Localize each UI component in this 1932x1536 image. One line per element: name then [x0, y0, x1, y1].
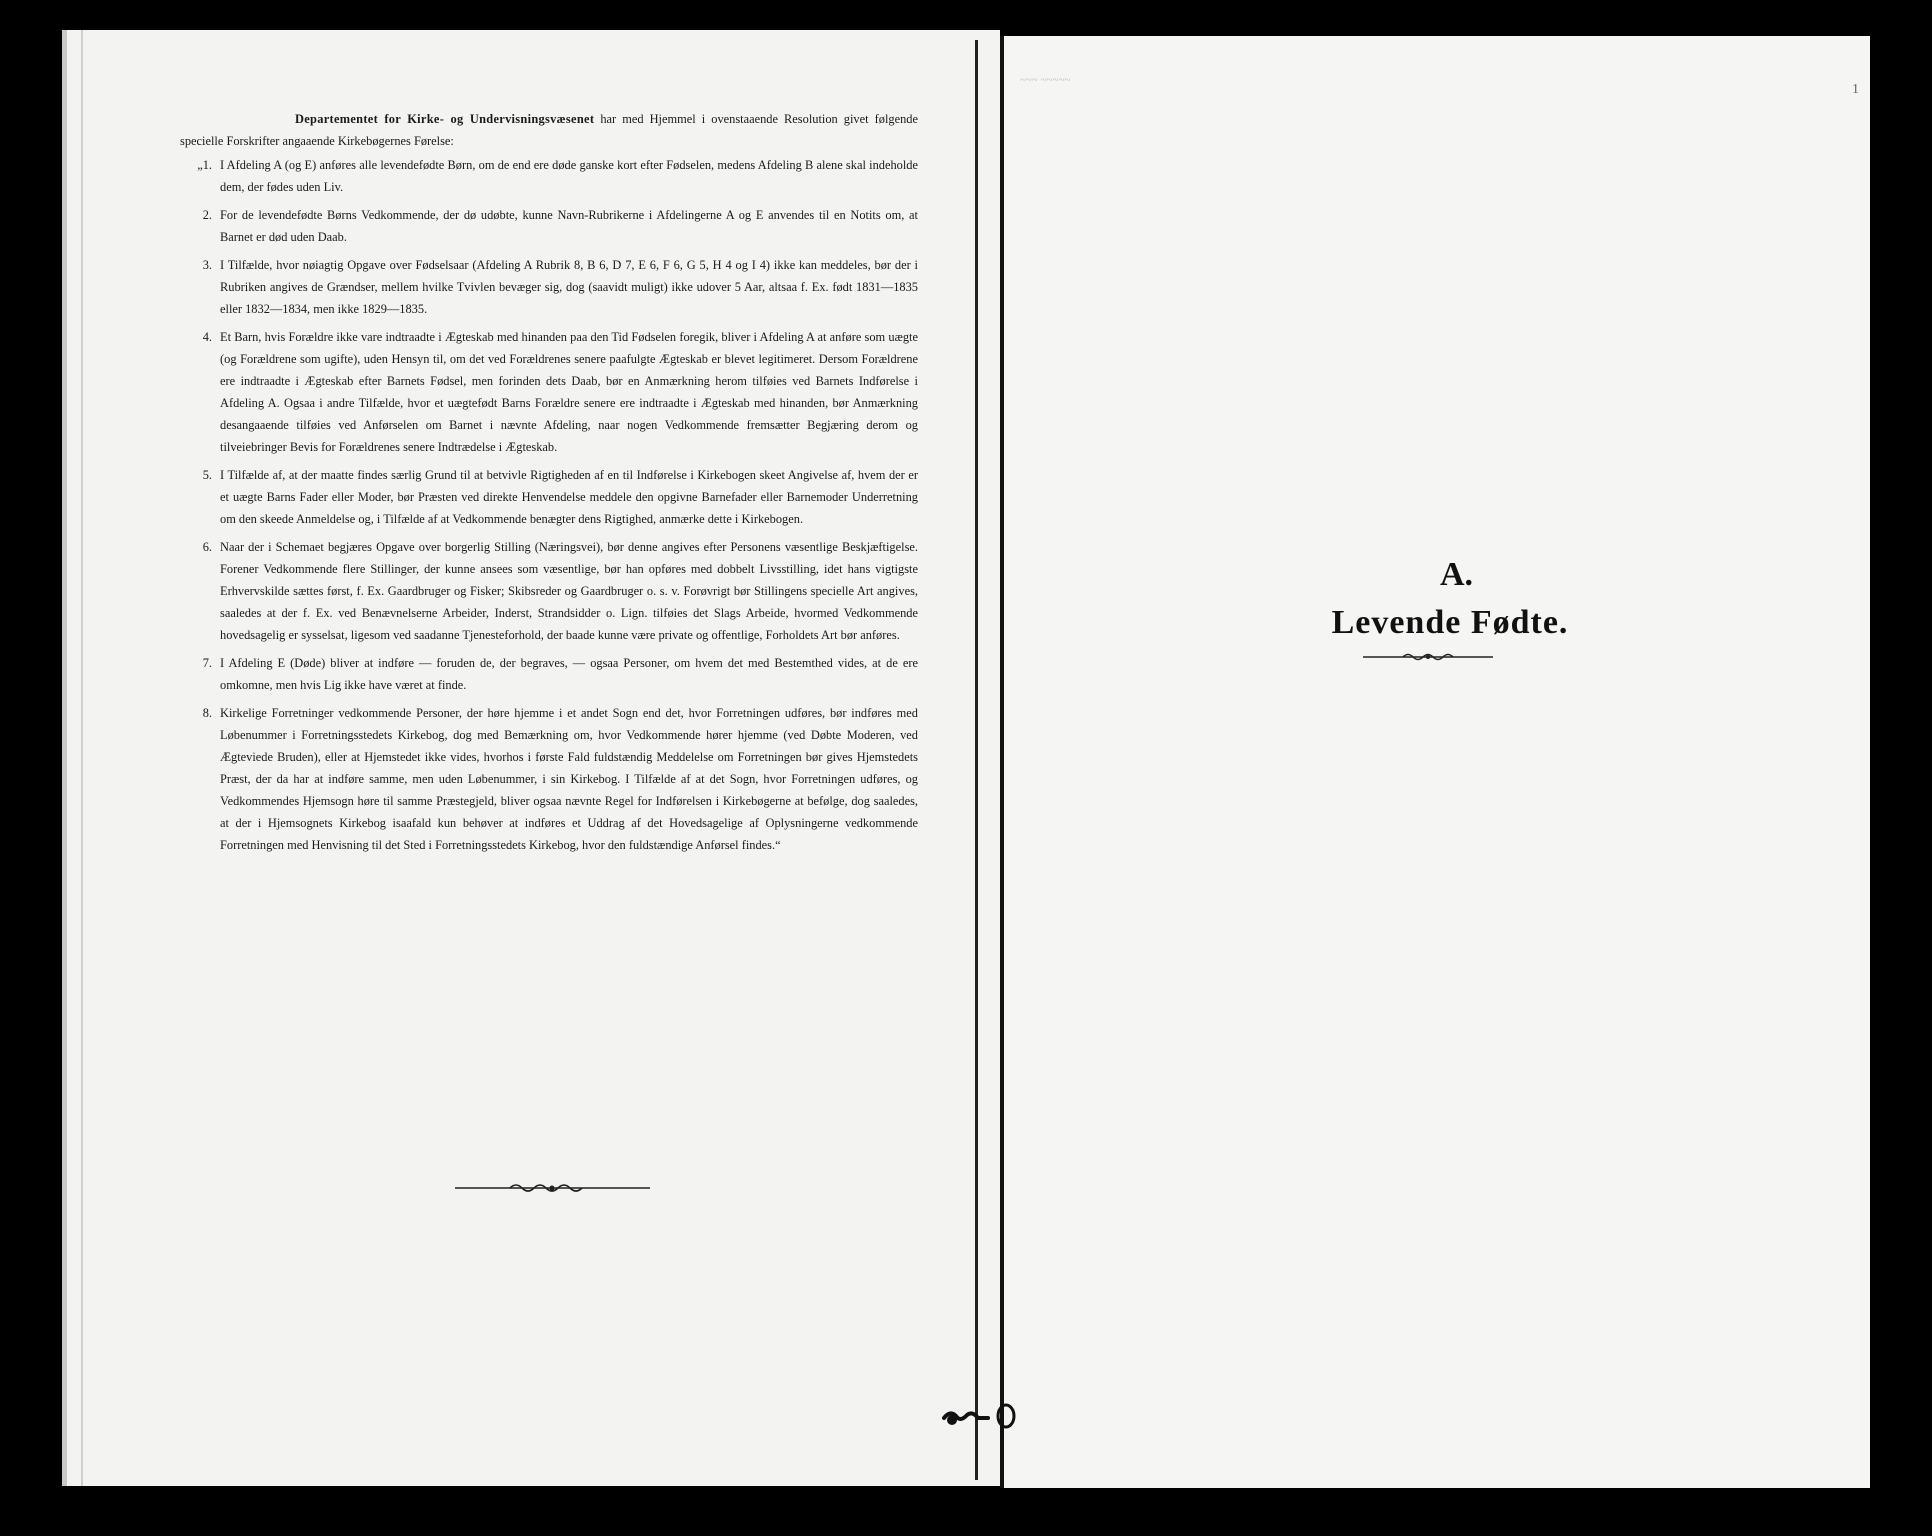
rule-item — [180, 652, 918, 696]
rule-number: „1. — [197, 158, 212, 172]
section-title: Levende Fødte. — [1331, 604, 1569, 641]
rule-number: 5. — [202, 468, 212, 482]
rule-text: I Afdeling E (Døde) bliver at indføre — foruden de, der begraves, — ogsaa Personer, om hvem det med Bestemthed vides, at de ere omkomne, men hvis Lig ikke have været at finde. — [220, 656, 918, 692]
rule-text: Et Barn, hvis Forældre ikke vare indtraadte i Ægteskab med hinanden paa den Tid Fødselen foregik, bliver i Afdeling A at anføre som uægte (og Forældrene som ugifte), uden Hensyn til, om det ved Forældrenes senere paafulgte Ægteskab er blevet legitimeret. Dersom Forældrene ere indtraadte i Ægteskab efter Barnets Fødsel, men forinden dets Daab, bør en Anmærkning herom tilføies ved Barnets Indførelse i Afdeling A. Ogsaa i andre Tilfælde, hvor et uægtefødt Barns Forældre senere ere indtraadte i Ægteskab med hinanden, bør Anmærkning desangaaende tilføies ved Anførselen om Barnet i nævnte Afdeling, naar nogen Vedkommende fremsætter Begjæring derom og tilveiebringer Bevis for Forældrenes senere Indtrædelse i Ægteskab. — [220, 330, 918, 454]
rule-number: 2. — [202, 208, 212, 222]
rule-item — [180, 204, 918, 248]
gutter-line — [975, 40, 978, 1480]
rule-number: 6. — [202, 540, 212, 554]
rule-item — [180, 702, 918, 856]
rule-item — [180, 154, 918, 198]
rule-item — [180, 254, 918, 320]
rule-item — [180, 326, 918, 458]
rule-number: 3. — [202, 258, 212, 272]
ornament-divider-left — [455, 1182, 650, 1194]
department-name: Departementet for Kirke- og Undervisningsvæsenet — [295, 112, 595, 126]
regulations-text — [180, 108, 918, 862]
ornament-divider-right — [1363, 652, 1493, 662]
rule-item — [180, 464, 918, 530]
rule-text: Naar der i Schemaet begjæres Opgave over borgerlig Stilling (Næringsvei), bør denne angives efter Personens væsentlige Beskjæftigelse. Forener Vedkommende flere Stillinger, der kunne ansees som væsentlige, bør han opføres med dobbelt Livsstilling, idet hans vigtigste Erhvervskilde sættes først, f. Ex. Gaardbruger og Fisker; Skibsreder og Gaardbruger o. s. v. Forøvrigt bør Stillingens specielle Art angives, saaledes at der f. Ex. ved Benævnelserne Arbeider, Inderst, Strandsidder o. Lign. tilføies det Slags Arbeide, hvormed Vedkommende hovedsagelig er sysselsat, ligesom ved saadanne Tjenesteforhold, der baade kunne være private og offentlige, Forholdets Art bør anføres. — [220, 540, 918, 642]
library-stamp-icon — [940, 1398, 1020, 1434]
rule-text: I Tilfælde, hvor nøiagtig Opgave over Fødselsaar (Afdeling A Rubrik 8, B 6, D 7, E 6, F 6, G 5, H 4 og I 4) ikke kan meddeles, bør der i Rubriken angives de Grændser, mellem hvilke Tvivlen bevæger sig, dog (saavidt muligt) ikke udover 5 Aar, altsaa f. Ex. født 1831—1835 eller 1832—1834, men ikke 1829—1835. — [220, 258, 918, 316]
rule-text: I Tilfælde af, at der maatte findes særlig Grund til at betvivle Rigtigheden af en til Indførelse i Kirkebogen skeet Angivelse af, hvem der er et uægte Barns Fader eller Moder, bør Præsten ved direkte Henvendelse meddele den opgivne Barnefader eller Barnemoder Underretning om den skeede Anmeldelse og, i Tilfælde af at Vedkommende benægter dens Rigtighed, anmærke dette i Kirkebogen. — [220, 468, 918, 526]
rule-number: 4. — [202, 330, 212, 344]
intro-paragraph — [180, 108, 918, 152]
rule-number: 8. — [202, 706, 212, 720]
page-mark: 1 — [1852, 82, 1859, 97]
rule-item — [180, 536, 918, 646]
section-letter: A. — [1440, 556, 1474, 593]
rule-text: I Afdeling A (og E) anføres alle levendefødte Børn, om de end ere døde ganske kort efter Fødselen, medens Afdeling B alene skal indeholde dem, der fødes uden Liv. — [220, 158, 918, 194]
rule-text: For de levendefødte Børns Vedkommende, der dø udøbte, kunne Navn-Rubrikerne i Afdelingerne A og E anvendes til en Notits om, at Barnet er død uden Daab. — [220, 208, 918, 244]
right-page — [1000, 36, 1870, 1488]
bleed-through-text: ~~~ ~~~~~ — [1020, 74, 1071, 86]
rule-number: 7. — [202, 656, 212, 670]
intro-text: har med Hjemmel i ovenstaaende Resolution givet følgende specielle Forskrifter angaaende Kirkebøgernes Førelse: — [180, 112, 918, 148]
rule-text: Kirkelige Forretninger vedkommende Personer, der høre hjemme i et andet Sogn end det, hvor Forretningen udføres, bør indføres med Løbenummer i Forretningsstedets Kirkebog, dog med Bemærkning om, hvor Vedkommende hører hjemme (ved Døbte Moderen, ved Ægteviede Bruden), eller at Hjemstedet ikke vides, hvorhos i første Fald fuldstændig Meddelelse om Forretningen bør gives Hjemstedets Præst, der da har at indføre samme, men uden Løbenummer, i sin Kirkebog. I Tilfælde af at det Sogn, hvor Forretningen udføres, og Vedkommendes Hjemsogn høre til samme Præstegjeld, bliver ogsaa nævnte Regel for Indførelsen i Kirkebøgerne at befølge, dog saaledes, at der i Hjemsognets Kirkebog isaafald kun behøver at indføres et Uddrag af det Hovedsagelige af Oplysningerne vedkommende Forretningen med Henvisning til det Sted i Forretningsstedets Kirkebog, hvor den fuldstændige Anførsel findes.“ — [220, 706, 918, 852]
